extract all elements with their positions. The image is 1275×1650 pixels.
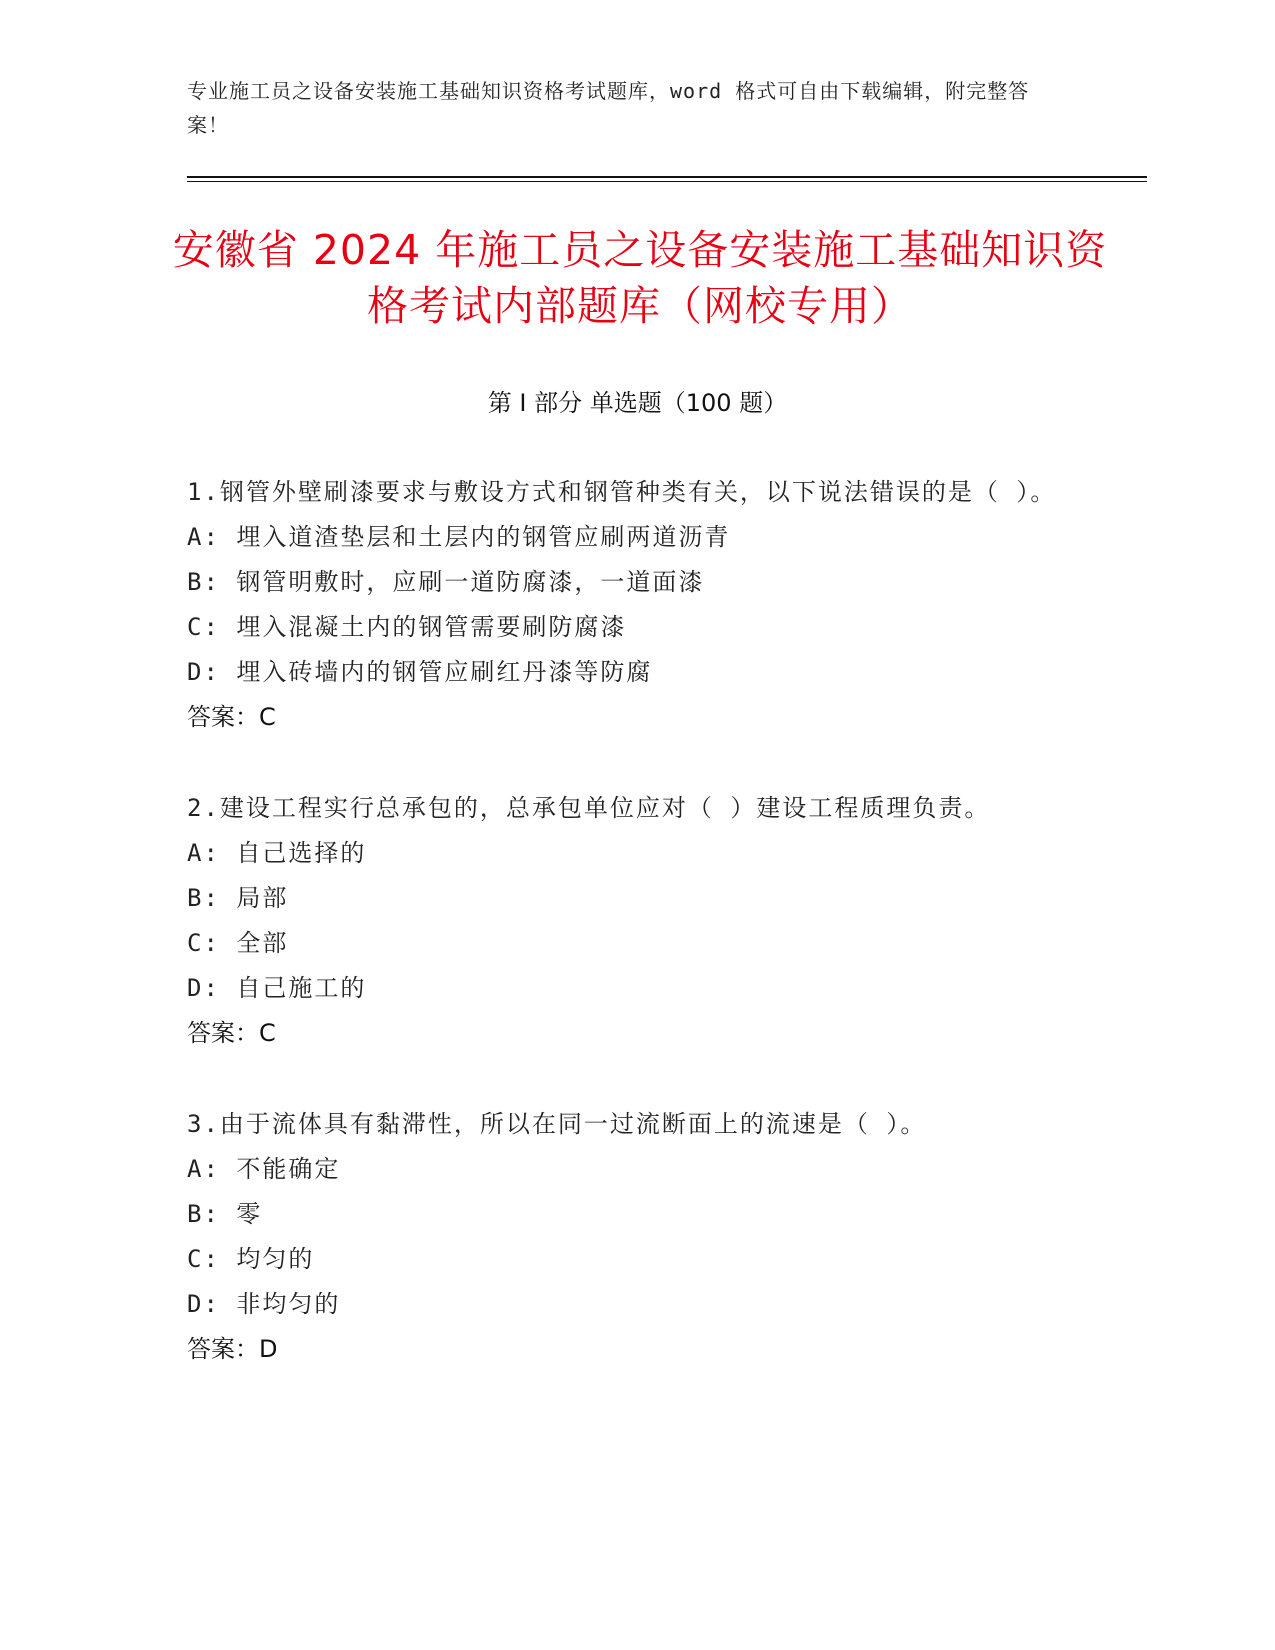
question-stem: 2.建设工程实行总承包的，总承包单位应对（ ）建设工程质理负责。 [187,794,991,822]
option-d: D: 埋入砖墙内的钢管应刷红丹漆等防腐 [187,658,653,686]
option-b: B: 局部 [187,884,289,912]
question-stem: 1.钢管外壁刷漆要求与敷设方式和钢管种类有关，以下说法错误的是（ ）。 [187,478,1057,506]
question-3 [187,1102,1087,1372]
option-a: A: 埋入道渣垫层和土层内的钢管应刷两道沥青 [187,523,731,551]
question-stem: 3.由于流体具有黏滞性，所以在同一过流断面上的流速是（ ）。 [187,1110,927,1138]
question-1 [187,470,1087,740]
answer-line: 答案：C [187,703,276,731]
answer-line: 答案：D [187,1335,278,1363]
section-title: 第 I 部分 单选题（100 题） [487,389,788,417]
option-a: A: 自己选择的 [187,839,367,867]
option-b: B: 零 [187,1200,263,1228]
option-c: C: 均匀的 [187,1245,315,1273]
question-2 [187,786,1087,1056]
option-c: C: 全部 [187,929,289,957]
header-rule-thick [187,176,1147,178]
option-d: D: 非均匀的 [187,1290,341,1318]
question-list [187,470,1087,1372]
option-b: B: 钢管明敷时，应刷一道防腐漆，一道面漆 [187,568,705,596]
header-note: 专业施工员之设备安装施工基础知识资格考试题库，word 格式可自由下载编辑，附完整答案！ [187,79,1030,137]
document-title: 安徽省 2024 年施工员之设备安装施工基础知识资格考试内部题库（网校专用） [172,226,1108,330]
answer-line: 答案：C [187,1019,276,1047]
option-a: A: 不能确定 [187,1155,341,1183]
header-rule-thin [187,181,1147,182]
option-d: D: 自己施工的 [187,974,367,1002]
option-c: C: 埋入混凝土内的钢管需要刷防腐漆 [187,613,627,641]
